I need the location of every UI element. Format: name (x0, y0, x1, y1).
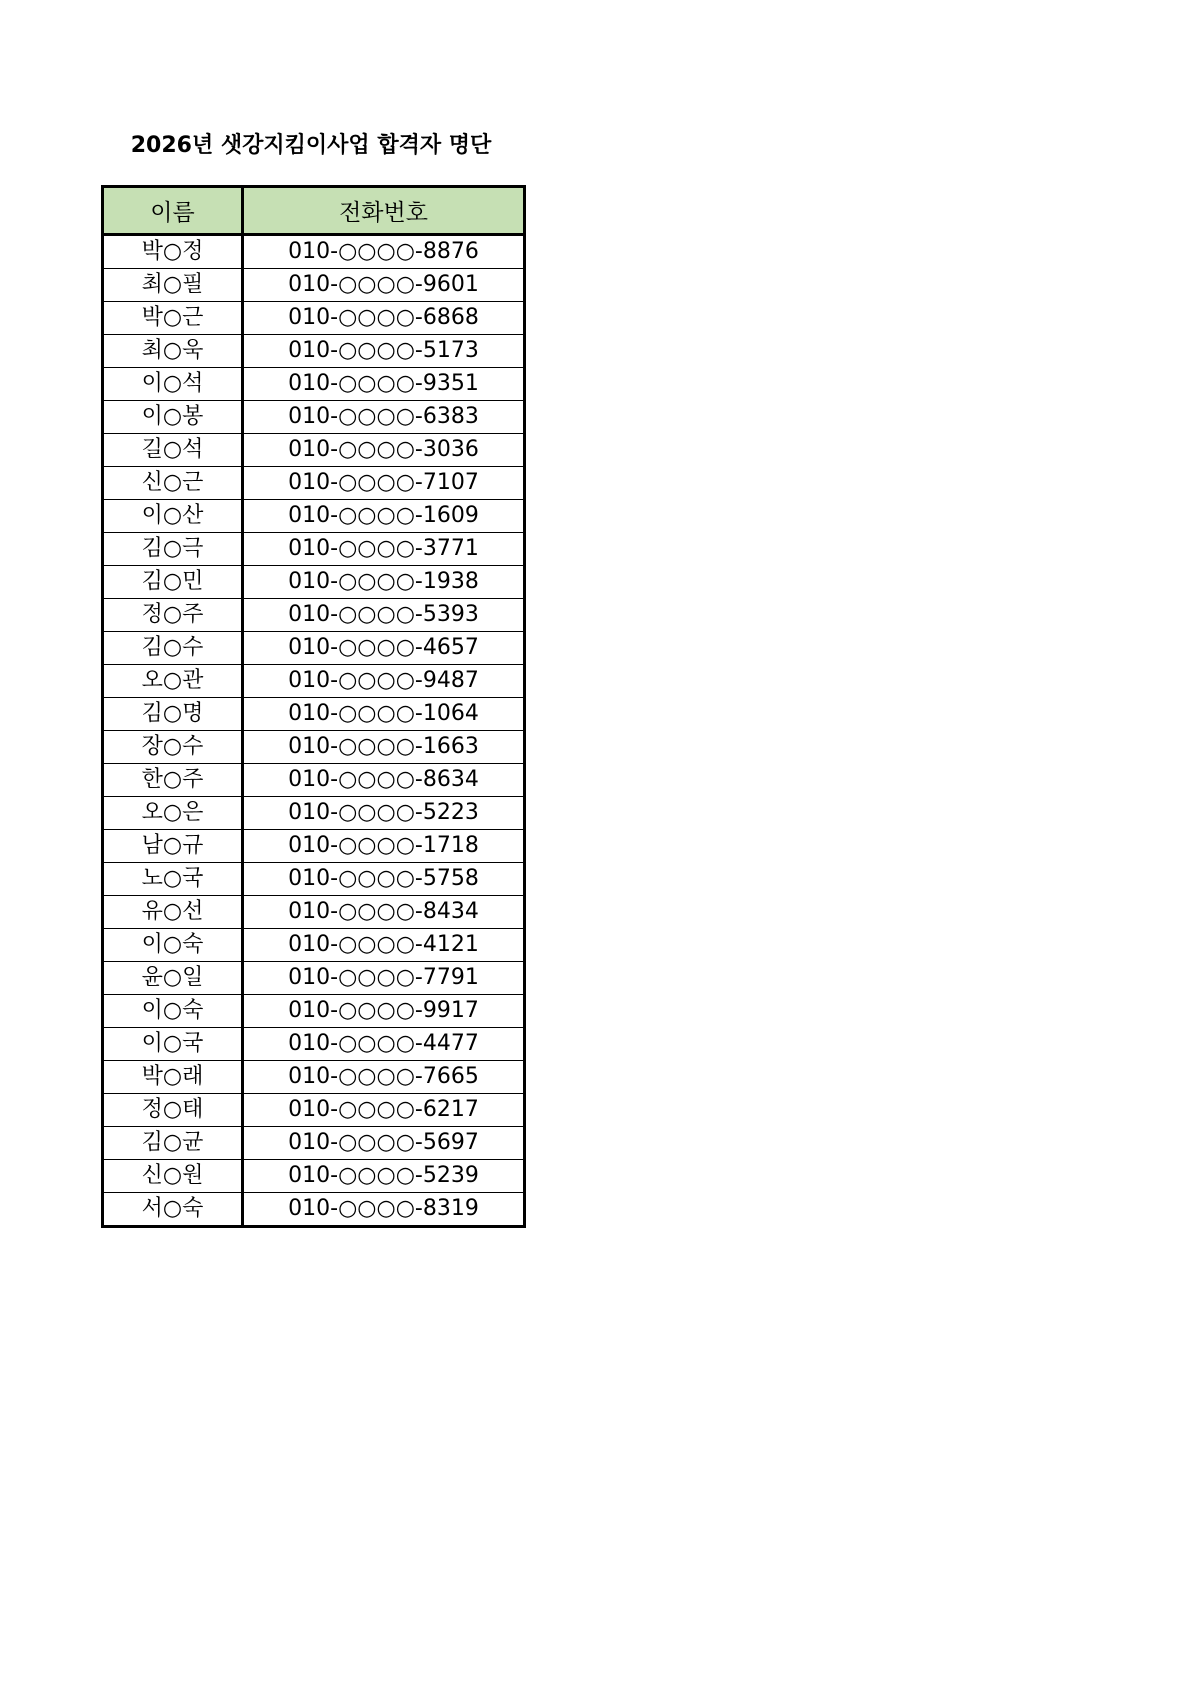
document-title: 2026년 샛강지킴이사업 합격자 명단 (130, 133, 492, 158)
table-row (103, 698, 525, 731)
name-cell: 서○숙 (103, 1193, 243, 1227)
table-row (103, 632, 525, 665)
name-cell: 김○극 (103, 533, 243, 566)
phone-cell: 010-○○○○-4477 (243, 1028, 525, 1061)
table-row (103, 533, 525, 566)
name-cell: 오○관 (103, 665, 243, 698)
phone-cell: 010-○○○○-5239 (243, 1160, 525, 1193)
table-row (103, 1127, 525, 1160)
table-row (103, 665, 525, 698)
name-cell: 장○수 (103, 731, 243, 764)
table-row (103, 401, 525, 434)
phone-cell: 010-○○○○-5173 (243, 335, 525, 368)
name-cell: 김○균 (103, 1127, 243, 1160)
table-row (103, 434, 525, 467)
name-cell: 이○산 (103, 500, 243, 533)
name-cell: 신○원 (103, 1160, 243, 1193)
table-row (103, 995, 525, 1028)
name-cell: 정○주 (103, 599, 243, 632)
name-cell: 한○주 (103, 764, 243, 797)
name-cell: 박○정 (103, 235, 243, 269)
phone-cell: 010-○○○○-1938 (243, 566, 525, 599)
phone-cell: 010-○○○○-6383 (243, 401, 525, 434)
table-row (103, 302, 525, 335)
name-cell: 김○명 (103, 698, 243, 731)
phone-cell: 010-○○○○-5223 (243, 797, 525, 830)
roster-table (101, 185, 526, 1228)
table-row (103, 1061, 525, 1094)
phone-cell: 010-○○○○-9917 (243, 995, 525, 1028)
phone-cell: 010-○○○○-1064 (243, 698, 525, 731)
table-row (103, 797, 525, 830)
table-body (103, 235, 525, 1227)
name-cell: 최○욱 (103, 335, 243, 368)
phone-cell: 010-○○○○-9351 (243, 368, 525, 401)
name-cell: 이○석 (103, 368, 243, 401)
table-row (103, 368, 525, 401)
phone-cell: 010-○○○○-4121 (243, 929, 525, 962)
phone-cell: 010-○○○○-6217 (243, 1094, 525, 1127)
phone-cell: 010-○○○○-8319 (243, 1193, 525, 1227)
name-cell: 김○수 (103, 632, 243, 665)
phone-cell: 010-○○○○-1718 (243, 830, 525, 863)
phone-cell: 010-○○○○-7665 (243, 1061, 525, 1094)
name-cell: 이○숙 (103, 995, 243, 1028)
table-row (103, 467, 525, 500)
table-row (103, 731, 525, 764)
name-cell: 김○민 (103, 566, 243, 599)
name-cell: 오○은 (103, 797, 243, 830)
phone-cell: 010-○○○○-1663 (243, 731, 525, 764)
table-row (103, 1028, 525, 1061)
table-row (103, 235, 525, 269)
name-cell: 노○국 (103, 863, 243, 896)
name-cell: 윤○일 (103, 962, 243, 995)
phone-cell: 010-○○○○-9487 (243, 665, 525, 698)
column-header-name: 이름 (103, 187, 243, 235)
table-row (103, 896, 525, 929)
table-header-row (103, 187, 525, 235)
phone-cell: 010-○○○○-3036 (243, 434, 525, 467)
phone-cell: 010-○○○○-8434 (243, 896, 525, 929)
table-row (103, 863, 525, 896)
phone-cell: 010-○○○○-5697 (243, 1127, 525, 1160)
name-cell: 박○래 (103, 1061, 243, 1094)
table-row (103, 599, 525, 632)
table-row (103, 500, 525, 533)
phone-cell: 010-○○○○-4657 (243, 632, 525, 665)
phone-cell: 010-○○○○-5758 (243, 863, 525, 896)
name-cell: 남○규 (103, 830, 243, 863)
table-row (103, 1094, 525, 1127)
name-cell: 이○국 (103, 1028, 243, 1061)
name-cell: 이○숙 (103, 929, 243, 962)
phone-cell: 010-○○○○-8634 (243, 764, 525, 797)
name-cell: 길○석 (103, 434, 243, 467)
phone-cell: 010-○○○○-3771 (243, 533, 525, 566)
table-row (103, 335, 525, 368)
table-row (103, 566, 525, 599)
table-row (103, 830, 525, 863)
table-row (103, 962, 525, 995)
phone-cell: 010-○○○○-9601 (243, 269, 525, 302)
phone-cell: 010-○○○○-1609 (243, 500, 525, 533)
column-header-phone: 전화번호 (243, 187, 525, 235)
phone-cell: 010-○○○○-8876 (243, 235, 525, 269)
phone-cell: 010-○○○○-5393 (243, 599, 525, 632)
name-cell: 이○봉 (103, 401, 243, 434)
phone-cell: 010-○○○○-6868 (243, 302, 525, 335)
name-cell: 정○태 (103, 1094, 243, 1127)
table-row (103, 929, 525, 962)
name-cell: 박○근 (103, 302, 243, 335)
name-cell: 신○근 (103, 467, 243, 500)
phone-cell: 010-○○○○-7107 (243, 467, 525, 500)
table-row (103, 269, 525, 302)
name-cell: 유○선 (103, 896, 243, 929)
phone-cell: 010-○○○○-7791 (243, 962, 525, 995)
table-row (103, 764, 525, 797)
table-row (103, 1160, 525, 1193)
name-cell: 최○필 (103, 269, 243, 302)
table-row (103, 1193, 525, 1227)
